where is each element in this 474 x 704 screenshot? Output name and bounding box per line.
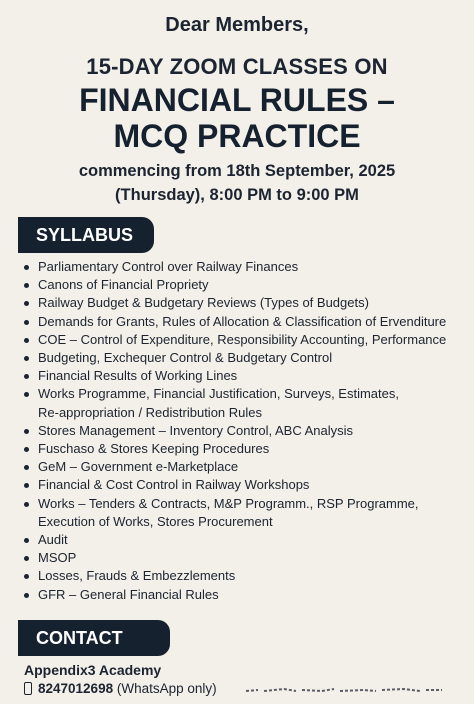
blurred-text-scribble [244,684,444,696]
academy-name: Appendix3 Academy [24,662,162,678]
schedule-line1: commencing from 18th September, 2025 [78,162,396,180]
headline-title [0,82,474,154]
list-item: Railway Budget & Budgetary Reviews (Types of Budgets) [20,294,470,312]
list-item-continuation: Re-appropriation / Redistribution Rules [38,404,263,420]
list-item: Fuschaso & Stores Keeping Procedures [20,440,470,458]
phone-number[interactable]: 8247012698 [38,681,114,696]
syllabus-label: SYLLABUS [18,217,154,253]
list-item: Works Programme, Financial Justification, Surveys, Estimates, [20,385,470,403]
list-item: GFR – General Financial Rules [20,586,470,604]
headline-title-line1: FINANCIAL RULES – [79,82,395,118]
schedule-line2: (Thursday), 8:00 PM to 9:00 PM [115,186,359,204]
phone-row [24,681,217,696]
list-item: MSOP [20,549,470,567]
list-item: Works – Tenders & Contracts, M&P Programm., RSP Programme, [20,495,470,513]
list-item: Audit [20,531,470,549]
headline-course: 15-DAY ZOOM CLASSES ON [86,54,388,79]
list-item: Stores Management – Inventory Control, ABC Analysis [20,422,470,440]
list-item: Demands for Grants, Rules of Allocation & Classification of Ervenditure [20,313,470,331]
list-item: Canons of Financial Propriety [20,276,470,294]
syllabus-list [20,258,470,604]
list-item: Financial & Cost Control in Railway Workshops [20,476,470,494]
list-item: GeM – Government e-Marketplace [20,458,470,476]
greeting: Dear Members, [165,14,309,36]
list-item: Financial Results of Working Lines [20,367,470,385]
phone-icon [24,682,32,695]
list-item: Losses, Frauds & Embezzlements [20,567,470,585]
list-item-continuation: Execution of Works, Stores Procurement [38,513,273,529]
phone-note: (WhatsApp only) [116,681,217,696]
headline-title-line2: MCQ PRACTICE [113,118,361,154]
list-item: Parliamentary Control over Railway Finances [20,258,470,276]
contact-label: CONTACT [18,620,170,656]
list-item: Budgeting, Exchequer Control & Budgetary Control [20,349,470,367]
list-item: COE – Control of Expenditure, Responsibility Accounting, Performance [20,331,470,349]
